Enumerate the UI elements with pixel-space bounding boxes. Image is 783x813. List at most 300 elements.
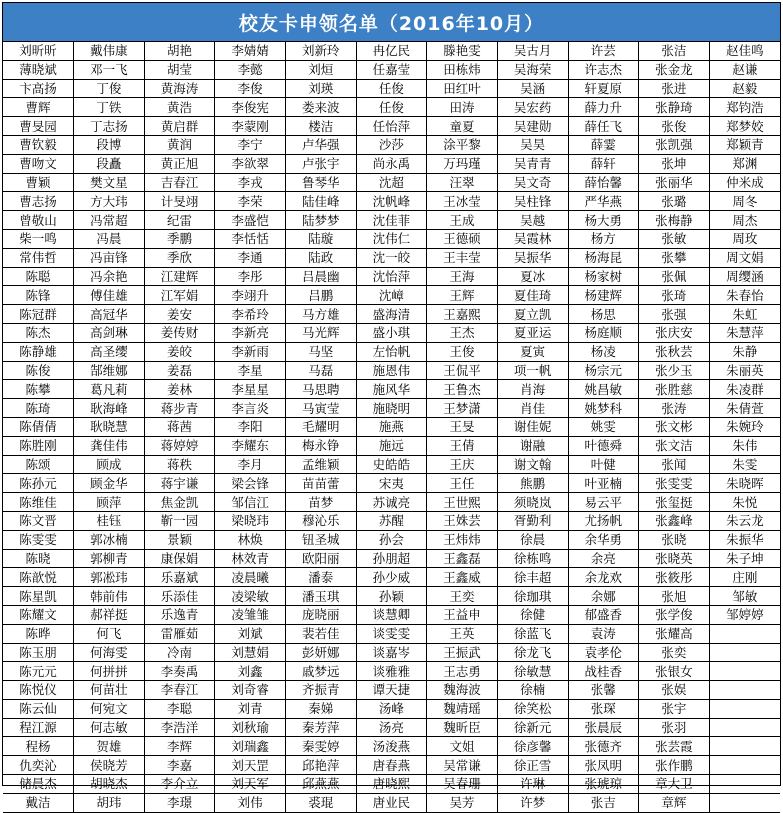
name-cell: 徐敏慧 (497, 662, 568, 681)
name-cell: 朱悦 (709, 493, 780, 512)
name-cell: 沙莎 (356, 135, 427, 154)
name-cell: 王世熙 (427, 493, 498, 512)
name-cell: 蒋婷婷 (144, 436, 215, 455)
table-row (3, 229, 780, 248)
name-cell: 唐业民 (356, 793, 427, 812)
table-row (3, 248, 780, 267)
name-cell: 秦雯婷 (286, 737, 357, 756)
name-cell: 许芸 (568, 42, 639, 60)
name-cell: 张芸霞 (639, 737, 710, 756)
name-cell: 田涛 (427, 98, 498, 117)
name-cell: 孙朋超 (356, 549, 427, 568)
name-cell: 胡艳 (144, 42, 215, 60)
name-cell: 王庆 (427, 455, 498, 474)
name-cell: 谈雅雅 (356, 662, 427, 681)
name-cell: 熊鹏 (497, 474, 568, 493)
name-cell: 蒋秩 (144, 455, 215, 474)
name-cell: 徐丰超 (497, 568, 568, 587)
name-cell: 张银女 (639, 662, 710, 681)
name-cell: 苏诚亮 (356, 493, 427, 512)
name-cell: 张文彬 (639, 417, 710, 436)
name-cell: 李婧婧 (215, 42, 286, 60)
name-cell (709, 699, 780, 718)
name-cell: 余亮 (568, 549, 639, 568)
name-cell: 沈佳菲 (356, 211, 427, 230)
name-cell: 李月 (215, 455, 286, 474)
name-cell: 李蒙刚 (215, 117, 286, 136)
name-cell: 陈孙元 (3, 474, 74, 493)
name-cell: 贺雄 (74, 737, 145, 756)
name-cell: 许志杰 (568, 60, 639, 79)
name-cell: 吴柱锋 (497, 192, 568, 211)
name-cell: 冯常超 (74, 211, 145, 230)
name-cell: 计旻翊 (144, 192, 215, 211)
name-cell: 朱虹 (709, 305, 780, 324)
name-cell: 李翊升 (215, 286, 286, 305)
name-cell: 李介立 (144, 775, 215, 794)
name-cell: 郑颖青 (709, 135, 780, 154)
name-cell: 王益申 (427, 605, 498, 624)
name-cell: 朱慧萍 (709, 323, 780, 342)
name-cell: 王辉 (427, 286, 498, 305)
name-cell: 朱云龙 (709, 511, 780, 530)
name-cell: 孙少威 (356, 568, 427, 587)
name-cell: 胡玮 (74, 793, 145, 812)
name-cell: 王志勇 (427, 662, 498, 681)
name-cell: 周文娟 (709, 248, 780, 267)
name-cell: 张俊 (639, 117, 710, 136)
name-cell: 宋夷 (356, 474, 427, 493)
name-cell: 谈雯雯 (356, 624, 427, 643)
name-cell: 李盛恺 (215, 211, 286, 230)
name-cell: 张文洁 (639, 436, 710, 455)
name-cell: 马光辉 (286, 323, 357, 342)
name-cell: 孙会 (356, 530, 427, 549)
name-cell: 张晨辰 (568, 718, 639, 737)
name-cell: 李璟 (144, 793, 215, 812)
name-cell: 刘新玲 (286, 42, 357, 60)
name-cell: 曹颖 (3, 173, 74, 192)
table-row (3, 342, 780, 361)
name-cell: 韩前伟 (74, 587, 145, 606)
name-cell: 涂平黎 (427, 135, 498, 154)
table-row (3, 380, 780, 399)
name-cell: 顾金华 (74, 474, 145, 493)
name-cell: 李俊 (215, 79, 286, 98)
name-cell (709, 793, 780, 812)
name-cell: 王成 (427, 211, 498, 230)
name-cell: 高冠华 (74, 305, 145, 324)
name-cell: 纪雷 (144, 211, 215, 230)
name-cell: 谭天捷 (356, 681, 427, 700)
name-cell: 叶亚楠 (568, 474, 639, 493)
name-cell: 项一帆 (497, 361, 568, 380)
name-cell: 李耀东 (215, 436, 286, 455)
name-cell: 仲米成 (709, 173, 780, 192)
name-cell: 顾成 (74, 455, 145, 474)
table-row (3, 643, 780, 662)
name-cell: 施远 (356, 436, 427, 455)
name-cell: 周缨涵 (709, 267, 780, 286)
name-cell: 杨建辉 (568, 286, 639, 305)
name-cell: 沈怡萍 (356, 267, 427, 286)
name-cell: 耿晓慧 (74, 417, 145, 436)
name-table-body (3, 42, 780, 812)
name-cell: 张玺挺 (639, 493, 710, 512)
table-row (3, 436, 780, 455)
name-cell: 欧阳丽 (286, 549, 357, 568)
name-cell (709, 718, 780, 737)
table-row (3, 662, 780, 681)
name-cell: 潘泰 (286, 568, 357, 587)
name-cell: 陈晓 (3, 549, 74, 568)
name-cell: 章大卫 (639, 775, 710, 794)
name-cell: 雷雁茹 (144, 624, 215, 643)
name-cell: 朱倩萱 (709, 399, 780, 418)
name-cell: 郭凇玮 (74, 568, 145, 587)
name-cell (709, 737, 780, 756)
name-cell: 季欣 (144, 248, 215, 267)
table-row (3, 173, 780, 192)
name-cell: 余龙欢 (568, 568, 639, 587)
name-cell: 李春江 (144, 681, 215, 700)
name-cell: 耿海峰 (74, 399, 145, 418)
name-cell: 滕艳雯 (427, 42, 498, 60)
name-cell: 吕晨幽 (286, 267, 357, 286)
name-cell: 姚昌敏 (568, 380, 639, 399)
name-cell: 裘琨 (286, 793, 357, 812)
table-row (3, 323, 780, 342)
name-cell: 陆政 (286, 248, 357, 267)
name-cell: 苗苗蕾 (286, 474, 357, 493)
name-cell: 朱婉玲 (709, 417, 780, 436)
table-row (3, 42, 780, 60)
name-cell: 庞晓丽 (286, 605, 357, 624)
name-cell: 吴海荣 (497, 60, 568, 79)
name-cell: 王梦潇 (427, 399, 498, 418)
name-cell: 陈冠群 (3, 305, 74, 324)
table-row (3, 60, 780, 79)
name-cell: 邹信江 (215, 493, 286, 512)
name-cell: 章辉 (639, 793, 710, 812)
name-cell: 徐楠 (497, 681, 568, 700)
name-cell: 张佩 (639, 267, 710, 286)
name-cell: 张晓 (639, 530, 710, 549)
name-cell: 张旭 (639, 587, 710, 606)
name-cell: 张琛 (568, 699, 639, 718)
name-cell: 王奕 (427, 587, 498, 606)
name-cell: 张琦 (639, 286, 710, 305)
table-row (3, 793, 780, 812)
name-cell: 刘伟 (215, 793, 286, 812)
name-cell: 黄正旭 (144, 154, 215, 173)
name-cell: 苗梦 (286, 493, 357, 512)
name-cell: 张璐 (639, 192, 710, 211)
name-cell: 刘奇睿 (215, 681, 286, 700)
name-cell: 穆沁乐 (286, 511, 357, 530)
name-cell: 李聪 (144, 699, 215, 718)
table-row (3, 455, 780, 474)
name-cell: 江军娟 (144, 286, 215, 305)
name-cell: 凌梁敏 (215, 587, 286, 606)
name-cell: 康保娟 (144, 549, 215, 568)
table-row (3, 361, 780, 380)
table-row (3, 737, 780, 756)
name-cell: 马磊 (286, 361, 357, 380)
name-cell: 吴振华 (497, 248, 568, 267)
name-cell: 张奕 (639, 643, 710, 662)
name-cell: 李希玲 (215, 305, 286, 324)
name-cell: 夏立凯 (497, 305, 568, 324)
name-cell: 姜安 (144, 305, 215, 324)
name-cell: 施燕 (356, 417, 427, 436)
name-cell: 郁盛香 (568, 605, 639, 624)
table-row (3, 568, 780, 587)
name-cell: 储晨杰 (3, 775, 74, 794)
name-cell: 朱丽英 (709, 361, 780, 380)
name-cell: 张晓英 (639, 549, 710, 568)
name-cell: 任俊 (356, 79, 427, 98)
name-cell: 凌雏雏 (215, 605, 286, 624)
name-cell: 邱燕燕 (286, 775, 357, 794)
name-cell: 黄海涛 (144, 79, 215, 98)
name-cell: 张攀 (639, 248, 710, 267)
name-cell: 朱子坤 (709, 549, 780, 568)
table-row (3, 699, 780, 718)
name-cell: 张耀高 (639, 624, 710, 643)
name-cell: 郭柳青 (74, 549, 145, 568)
name-cell: 孟维颖 (286, 455, 357, 474)
name-cell: 孙颖 (356, 587, 427, 606)
name-cell: 李恬恬 (215, 229, 286, 248)
name-cell: 魏昕臣 (427, 718, 498, 737)
table-row (3, 605, 780, 624)
name-cell: 魏靖瑶 (427, 699, 498, 718)
name-cell: 邓一飞 (74, 60, 145, 79)
name-cell: 盛海清 (356, 305, 427, 324)
name-cell: 高剑琳 (74, 323, 145, 342)
table-row (3, 756, 780, 775)
name-cell: 刘天军 (215, 775, 286, 794)
name-cell: 秦芳萍 (286, 718, 357, 737)
name-cell: 仇奕沁 (3, 756, 74, 775)
name-cell: 乐添佳 (144, 587, 215, 606)
name-cell: 马寅莹 (286, 399, 357, 418)
name-cell: 杨海昆 (568, 248, 639, 267)
name-cell: 曹旻园 (3, 117, 74, 136)
name-cell: 李欲翠 (215, 154, 286, 173)
table-row (3, 135, 780, 154)
name-cell: 童夏 (427, 117, 498, 136)
name-cell: 张德齐 (568, 737, 639, 756)
name-cell: 马方雄 (286, 305, 357, 324)
name-cell: 鲁琴华 (286, 173, 357, 192)
name-cell: 王姝芸 (427, 511, 498, 530)
name-cell: 何志敏 (74, 718, 145, 737)
name-cell: 邹婷婷 (709, 605, 780, 624)
name-cell: 魏海波 (427, 681, 498, 700)
name-cell: 朱伟 (709, 436, 780, 455)
name-cell: 史皓皓 (356, 455, 427, 474)
name-cell: 徐珈琪 (497, 587, 568, 606)
name-cell: 戴伟康 (74, 42, 145, 60)
name-cell: 田红叶 (427, 79, 498, 98)
name-cell: 谈嘉岑 (356, 643, 427, 662)
name-cell: 姚雯 (568, 417, 639, 436)
name-cell: 沈一皎 (356, 248, 427, 267)
name-cell: 郭冰楠 (74, 530, 145, 549)
name-cell: 卢华强 (286, 135, 357, 154)
name-cell: 梁晓玮 (215, 511, 286, 530)
name-cell: 谢佳妮 (497, 417, 568, 436)
name-cell: 尤扬帆 (568, 511, 639, 530)
name-cell: 刘瑛 (286, 79, 357, 98)
name-cell: 段矗 (74, 154, 145, 173)
name-cell: 张琥琼 (568, 775, 639, 794)
name-cell: 薛怡馨 (568, 173, 639, 192)
name-cell: 任俊 (356, 98, 427, 117)
name-cell: 黄润 (144, 135, 215, 154)
name-cell: 陈维佳 (3, 493, 74, 512)
name-cell (709, 775, 780, 794)
name-cell: 陆梦梦 (286, 211, 357, 230)
name-cell: 王任 (427, 474, 498, 493)
name-cell: 任怡萍 (356, 117, 427, 136)
name-cell: 轩夏原 (568, 79, 639, 98)
name-cell: 郜维娜 (74, 361, 145, 380)
name-cell: 严华燕 (568, 192, 639, 211)
table-row (3, 549, 780, 568)
name-cell: 郑钧浩 (709, 98, 780, 117)
name-cell: 李俊宪 (215, 98, 286, 117)
name-cell: 赵毅 (709, 79, 780, 98)
name-cell: 蒋茜 (144, 417, 215, 436)
name-cell: 庄刚 (709, 568, 780, 587)
name-cell: 张凯强 (639, 135, 710, 154)
table-row (3, 474, 780, 493)
name-cell: 王嘉熙 (427, 305, 498, 324)
name-cell: 许梦 (497, 793, 568, 812)
name-cell: 周玫 (709, 229, 780, 248)
name-cell: 郑渊 (709, 154, 780, 173)
name-cell: 吴昊 (497, 135, 568, 154)
name-cell: 李戎 (215, 173, 286, 192)
name-cell: 何拼拼 (74, 662, 145, 681)
name-cell: 施晓明 (356, 399, 427, 418)
name-cell: 朱晓晖 (709, 474, 780, 493)
name-cell: 徐正雪 (497, 756, 568, 775)
name-cell (709, 624, 780, 643)
name-cell: 杨宗元 (568, 361, 639, 380)
name-cell: 曹钦毅 (3, 135, 74, 154)
name-cell: 王鑫威 (427, 568, 498, 587)
name-cell: 陈锋 (3, 286, 74, 305)
name-cell: 郑梦姣 (709, 117, 780, 136)
name-cell: 吴常谦 (427, 756, 498, 775)
name-cell: 徐彦馨 (497, 737, 568, 756)
name-cell (709, 662, 780, 681)
name-cell: 袁孝伦 (568, 643, 639, 662)
name-cell (709, 756, 780, 775)
name-cell: 楼洁 (286, 117, 357, 136)
name-cell: 陈文晋 (3, 511, 74, 530)
name-cell: 丁志扬 (74, 117, 145, 136)
name-cell: 吕鹏 (286, 286, 357, 305)
table-row (3, 98, 780, 117)
name-cell: 张涛 (639, 399, 710, 418)
name-cell: 吴春珊 (427, 775, 498, 794)
name-cell: 吴建勋 (497, 117, 568, 136)
name-cell: 吴文奇 (497, 173, 568, 192)
name-cell: 叶健 (568, 455, 639, 474)
name-cell: 薛任飞 (568, 117, 639, 136)
name-cell: 谢文翰 (497, 455, 568, 474)
name-cell: 张吉 (568, 793, 639, 812)
name-cell: 冷南 (144, 643, 215, 662)
name-cell: 张进 (639, 79, 710, 98)
name-cell: 景颖 (144, 530, 215, 549)
name-cell: 吴青青 (497, 154, 568, 173)
name-cell: 徐新元 (497, 718, 568, 737)
table-row (3, 117, 780, 136)
name-cell: 江建辉 (144, 267, 215, 286)
name-cell: 余娜 (568, 587, 639, 606)
name-cell: 刘鑫 (215, 662, 286, 681)
name-cell: 常伟哲 (3, 248, 74, 267)
name-cell: 田栋炜 (427, 60, 498, 79)
table-row (3, 305, 780, 324)
name-cell: 陈琦 (3, 399, 74, 418)
name-cell: 冯亩锋 (74, 248, 145, 267)
name-cell: 姚梦科 (568, 399, 639, 418)
name-cell: 钮圣城 (286, 530, 357, 549)
name-cell: 葛凡莉 (74, 380, 145, 399)
name-cell: 李新雨 (215, 342, 286, 361)
name-cell: 文姐 (427, 737, 498, 756)
name-cell: 王英 (427, 624, 498, 643)
name-cell: 吴宏药 (497, 98, 568, 117)
name-cell: 乐逸青 (144, 605, 215, 624)
name-cell: 陈静雄 (3, 342, 74, 361)
name-cell: 盛小琪 (356, 323, 427, 342)
name-cell: 汤峰 (356, 699, 427, 718)
name-table (3, 42, 780, 813)
name-cell: 冯余艳 (74, 267, 145, 286)
name-cell: 战桂香 (568, 662, 639, 681)
name-cell: 郝祥挺 (74, 605, 145, 624)
name-cell: 张坤 (639, 154, 710, 173)
name-cell: 何宛文 (74, 699, 145, 718)
name-cell: 施风华 (356, 380, 427, 399)
name-cell: 薛力升 (568, 98, 639, 117)
name-cell: 李通 (215, 248, 286, 267)
name-cell: 张筱彤 (639, 568, 710, 587)
name-cell: 张馨 (568, 681, 639, 700)
name-cell: 姜磊 (144, 361, 215, 380)
table-row (3, 587, 780, 606)
name-cell: 曹志扬 (3, 192, 74, 211)
name-cell: 杨庭顺 (568, 323, 639, 342)
name-cell: 刘烜 (286, 60, 357, 79)
name-cell: 李浩洋 (144, 718, 215, 737)
name-cell: 张凤明 (568, 756, 639, 775)
table-row (3, 192, 780, 211)
name-cell: 邱艳萍 (286, 756, 357, 775)
name-cell: 陈星凯 (3, 587, 74, 606)
name-cell: 方大玮 (74, 192, 145, 211)
name-cell: 夏冰 (497, 267, 568, 286)
name-cell: 朱春怡 (709, 286, 780, 305)
